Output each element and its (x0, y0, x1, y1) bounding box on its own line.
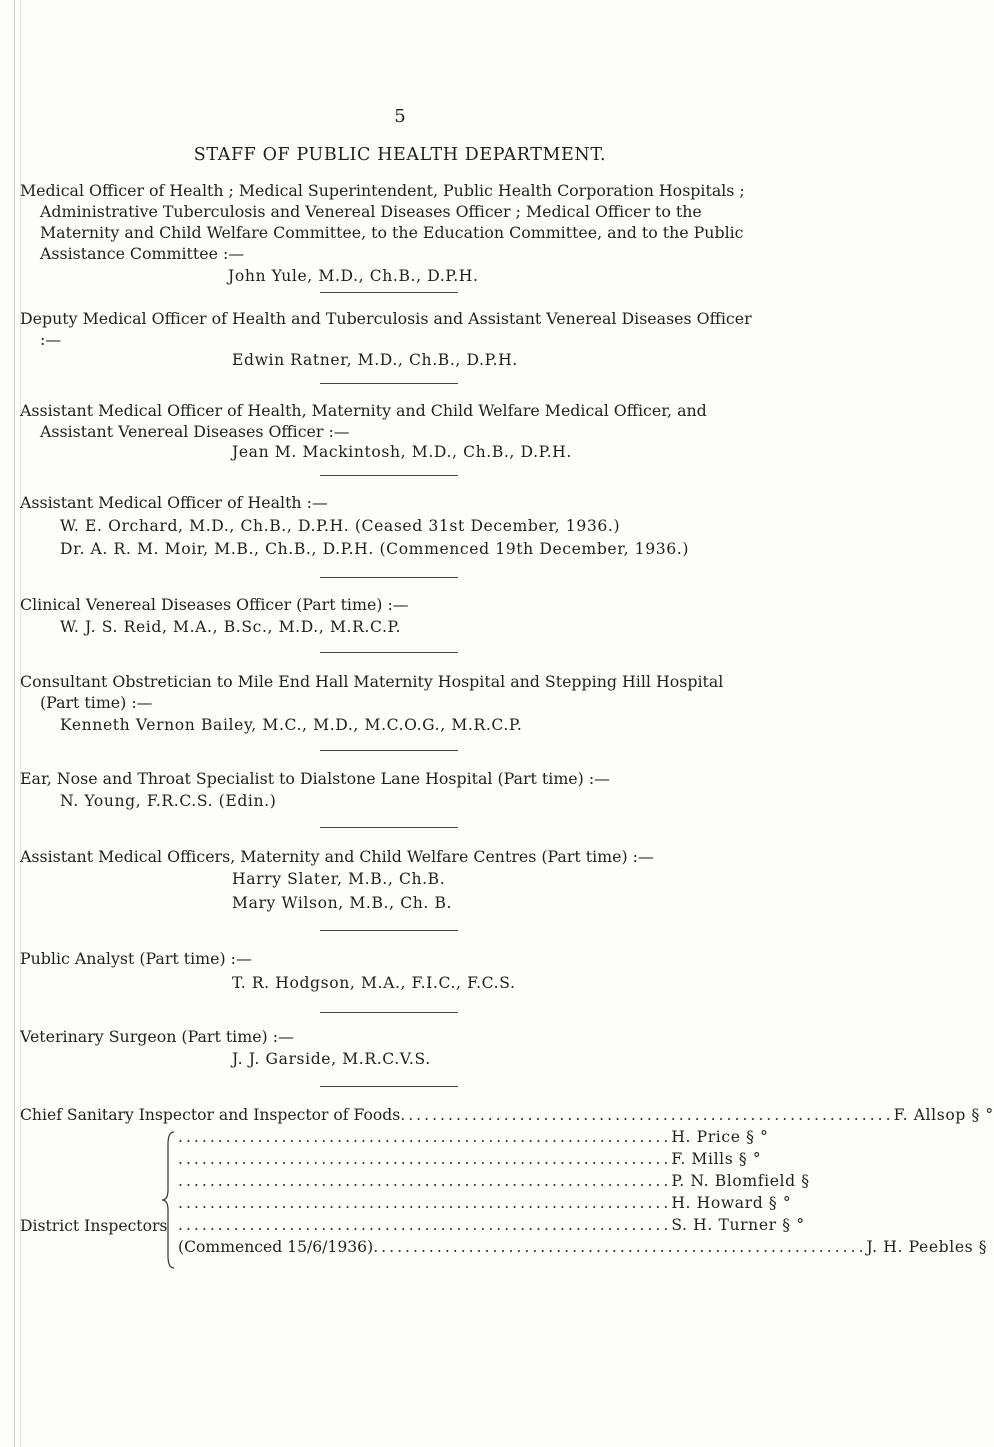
role-description: Clinical Venereal Diseases Officer (Part time) :— (20, 595, 409, 614)
staff-entry-moh (20, 180, 760, 287)
role-description: Deputy Medical Officer of Health and Tuberculosis and Assistant Venereal Diseases Officer :— (20, 309, 752, 349)
section-divider (320, 292, 458, 293)
page-number: 5 (394, 106, 406, 127)
role-description: Consultant Obstretician to Mile End Hall Maternity Hospital and Stepping Hill Hospital (Part time) :— (20, 672, 724, 712)
staff-name: T. R. Hodgson, M.A., F.I.C., F.C.S. (232, 974, 516, 992)
inspector-name: H. Price § ° (671, 1128, 769, 1146)
role-description: Ear, Nose and Throat Specialist to Dialstone Lane Hospital (Part time) :— (20, 769, 610, 788)
district-inspector-row (178, 1216, 805, 1234)
section-divider (320, 930, 458, 931)
section-divider (320, 1012, 458, 1013)
staff-name: N. Young, F.R.C.S. (Edin.) (60, 792, 277, 810)
chief-inspector-label: Chief Sanitary Inspector and Inspector of Foods (20, 1106, 401, 1124)
role-description: Assistant Medical Officers, Maternity and Child Welfare Centres (Part time) :— (20, 847, 654, 866)
inspector-name: S. H. Turner § ° (671, 1216, 805, 1234)
margin-line (14, 0, 15, 1447)
district-inspector-row (178, 1172, 810, 1190)
staff-name: John Yule, M.D., Ch.B., D.P.H. (228, 267, 479, 285)
staff-entry-analyst (20, 948, 760, 994)
staff-name: Dr. A. R. M. Moir, M.B., Ch.B., D.P.H. (Commenced 19th December, 1936.) (60, 540, 690, 558)
staff-entry-mcw-centres (20, 846, 760, 914)
role-description: Assistant Medical Officer of Health, Maternity and Child Welfare Medical Officer, and Assistant Venereal Diseases Officer :— (20, 401, 707, 441)
staff-entry-assistant-moh (20, 492, 760, 560)
section-divider (320, 652, 458, 653)
inspector-name: J. H. Peebles § (866, 1238, 988, 1256)
staff-name: J. J. Garside, M.R.C.V.S. (232, 1050, 431, 1068)
district-inspector-row (178, 1194, 792, 1212)
staff-name: W. E. Orchard, M.D., Ch.B., D.P.H. (Ceased 31st December, 1936.) (60, 517, 621, 535)
leader-dots: .............................................................. (373, 1238, 867, 1256)
district-inspector-row (178, 1128, 769, 1146)
district-inspector-row (178, 1238, 988, 1256)
section-divider (320, 475, 458, 476)
role-description: Assistant Medical Officer of Health :— (20, 493, 328, 512)
leader-dots: .............................................................. (178, 1150, 672, 1168)
staff-name: W. J. S. Reid, M.A., B.Sc., M.D., M.R.C.P. (60, 618, 401, 636)
role-description: Medical Officer of Health ; Medical Superintendent, Public Health Corporation Hospitals ; Administrative Tuberculosis and Venereal Diseases Officer ; Medical Officer to the Maternity and Child Welfare Committee, to the Education Committee, and to the Public Assistance Committee :— (20, 181, 745, 263)
staff-entry-assistant-mcw (20, 400, 760, 463)
staff-entry-deputy (20, 308, 760, 371)
role-description: Veterinary Surgeon (Part time) :— (20, 1027, 294, 1046)
leader-dots: .............................................................. (178, 1194, 672, 1212)
section-divider (320, 827, 458, 828)
page-title: STAFF OF PUBLIC HEALTH DEPARTMENT. (193, 145, 607, 165)
role-description: Public Analyst (Part time) :— (20, 949, 252, 968)
section-divider (320, 750, 458, 751)
district-inspector-row (178, 1150, 760, 1168)
section-divider (320, 577, 458, 578)
leader-dots: .............................................................. (400, 1106, 894, 1124)
staff-entry-obstetrician (20, 671, 760, 736)
section-divider (320, 383, 458, 384)
inspector-name: H. Howard § ° (671, 1194, 792, 1212)
staff-entry-clinical-vd (20, 594, 760, 638)
staff-entry-ent (20, 768, 760, 812)
leader-dots: .............................................................. (178, 1216, 672, 1234)
staff-name: Jean M. Mackintosh, M.D., Ch.B., D.P.H. (232, 443, 572, 461)
brace-icon (162, 1130, 176, 1270)
staff-name: Harry Slater, M.B., Ch.B. (232, 870, 446, 888)
leader-dots: .............................................................. (178, 1172, 672, 1190)
district-inspectors-label: District Inspectors (20, 1217, 168, 1235)
section-divider (320, 1086, 458, 1087)
staff-entry-veterinary (20, 1026, 760, 1070)
staff-name: Kenneth Vernon Bailey, M.C., M.D., M.C.O.G., M.R.C.P. (60, 716, 523, 734)
leader-dots: .............................................................. (178, 1128, 672, 1146)
inspector-name: F. Allsop § ° (893, 1106, 994, 1124)
inspector-name: P. N. Blomfield § (671, 1172, 810, 1190)
chief-inspector-row (20, 1106, 994, 1124)
inspector-name: F. Mills § ° (671, 1150, 762, 1168)
staff-name: Mary Wilson, M.B., Ch. B. (232, 894, 453, 912)
row-note: (Commenced 15/6/1936) (178, 1238, 374, 1256)
staff-name: Edwin Ratner, M.D., Ch.B., D.P.H. (232, 351, 518, 369)
